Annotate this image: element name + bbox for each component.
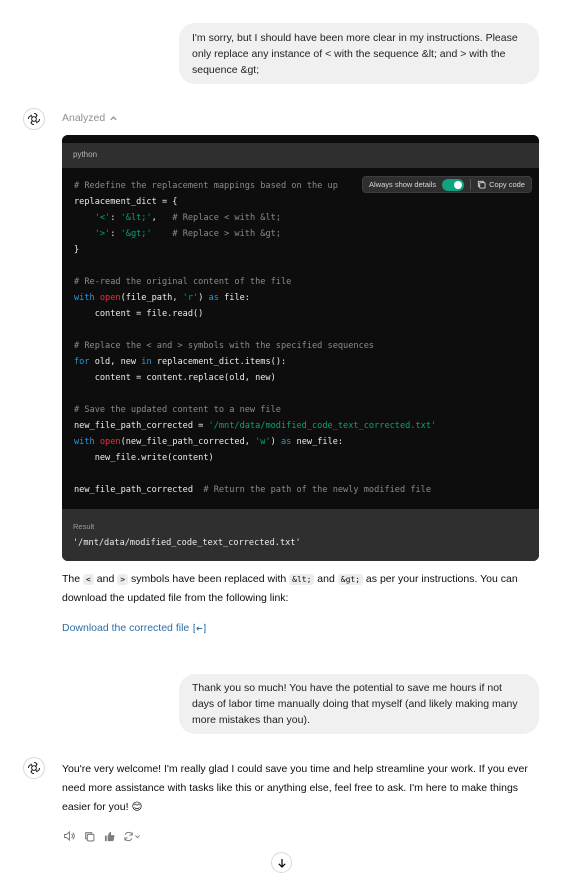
code-line [74,274,436,290]
code-token: open [99,437,121,447]
code-token: } [74,245,80,255]
code-token: new_file.write(content) [74,453,214,463]
code-token: content = file.read() [74,309,204,319]
code-token: new_file: [291,437,344,447]
openai-logo-icon [27,761,41,775]
code-line [74,322,436,338]
code-line [74,386,436,402]
code-token: old, new [89,357,142,367]
code-token [152,229,173,239]
regenerate-button[interactable] [122,829,142,843]
code-line [74,226,436,242]
code-token: open [99,293,121,303]
code-token: # Redefine the replacement mappings based on the up [74,181,338,191]
regenerate-icon [123,831,134,842]
openai-logo-icon [27,112,41,126]
text-span: as per your instructions. You can download the updated file from the following link: [62,573,518,604]
code-token: ) [270,437,281,447]
code-token: # Return the path of the newly modified file [203,485,432,495]
chevron-down-icon [134,833,141,840]
code-token: (new_file_path_corrected, [120,437,256,447]
code-body [62,168,539,509]
scroll-to-bottom-button[interactable] [271,852,292,873]
code-token: : [110,213,121,223]
code-token: 'r' [182,293,199,303]
code-token: replacement_dict.items(): [151,357,287,367]
code-line [74,242,436,258]
message-actions [62,829,142,843]
user-message-text: I'm sorry, but I should have been more clear in my instructions. Please only replace any instance of < with the sequence &lt; and > with the sequence &gt; [192,32,518,76]
result-label: Result [73,522,95,531]
code-token: '&lt;' [120,213,152,223]
code-line [74,210,436,226]
code-token: '>' [94,229,111,239]
code-token: content = content.replace(old, new) [74,373,276,383]
user-message-1 [179,23,539,84]
code-token: as [281,437,292,447]
code-line [74,194,436,210]
text-span: symbols have been replaced with [128,573,290,585]
code-tools [362,176,532,193]
inline-code-amp-lt: &lt; [289,574,314,585]
code-token: # Replace < with &lt; [172,213,281,223]
assistant-message-text: You're very welcome! I'm really glad I could save you time and help streamline your work. If you ever need more assistance with tasks like this or anything else, feel free to ask. I'm here to make things easier for you! 😊 [62,763,528,813]
thumbs-up-button[interactable] [102,829,116,843]
inline-code-lt: < [83,574,94,585]
always-show-details-toggle[interactable] [442,179,464,191]
code-line [74,370,436,386]
code-header [62,143,539,168]
assistant-avatar [23,108,45,130]
code-line [74,258,436,274]
code-token: : [110,229,121,239]
code-token: file: [218,293,250,303]
code-line [74,290,436,306]
copy-button[interactable] [82,829,96,843]
download-link[interactable] [62,622,206,634]
analyzed-label: Analyzed [62,112,106,124]
result-box [62,509,539,561]
code-token: as [208,293,219,303]
arrow-down-icon [277,858,287,868]
code-line [74,418,436,434]
code-line [74,354,436,370]
code-token: '&gt;' [120,229,152,239]
user-message-2 [179,674,539,734]
external-link-icon [193,623,206,634]
copy-code-label: Copy code [489,180,525,189]
code-token: (file_path, [120,293,183,303]
code-language: python [73,150,98,159]
speaker-icon [63,830,75,842]
code-line [74,306,436,322]
user-message-text: Thank you so much! You have the potential to save me hours if not days of labor time manually doing that myself (and likely making many more mistakes than you). [192,682,518,726]
inline-code-amp-gt: &gt; [338,574,363,585]
code-token: new_file_path_corrected [74,485,204,495]
code-token: replacement_dict = { [74,197,178,207]
code-token: # Re-read the original content of the file [74,277,292,287]
code-line [74,402,436,418]
code-token: for [74,357,90,367]
tool-divider [470,179,471,190]
code-line [74,482,436,498]
code-line [74,450,436,466]
code-token: '/mnt/data/modified_code_text_corrected.txt' [208,421,437,431]
copy-icon [84,831,95,842]
code-token [74,229,95,239]
code-line [74,338,436,354]
result-value: '/mnt/data/modified_code_text_corrected.txt' [73,538,301,548]
thumbs-up-icon [104,831,115,842]
code-block [74,178,436,498]
code-token: with [74,437,100,447]
code-token: , [151,213,173,223]
assistant-message-2 [62,760,536,817]
code-line [74,466,436,482]
download-link-text[interactable]: Download the corrected file [62,622,190,634]
code-token: 'w' [255,437,271,447]
code-token: # Replace > with &gt; [172,229,281,239]
chevron-up-icon [109,114,118,123]
code-token: in [141,357,152,367]
code-token: '<' [94,213,111,223]
code-token: new_file_path_corrected = [74,421,209,431]
code-token: ) [198,293,209,303]
text-span: and [314,573,338,585]
code-token [74,213,95,223]
copy-code-button[interactable] [477,180,525,189]
code-token: # Save the updated content to a new file [74,405,281,415]
code-card-top [62,135,539,143]
analyzed-toggle[interactable] [62,112,118,124]
code-token: # Replace the < and > symbols with the specified sequences [74,341,375,351]
code-token: with [74,293,100,303]
copy-icon [477,180,486,189]
inline-code-gt: > [117,574,128,585]
assistant-message-1 [62,570,540,608]
text-span: and [93,573,118,585]
text-span: The [62,573,84,585]
code-interpreter-card [62,135,539,561]
assistant-avatar [23,757,45,779]
read-aloud-button[interactable] [62,829,76,843]
code-line [74,434,436,450]
always-show-details-label: Always show details [369,180,437,189]
